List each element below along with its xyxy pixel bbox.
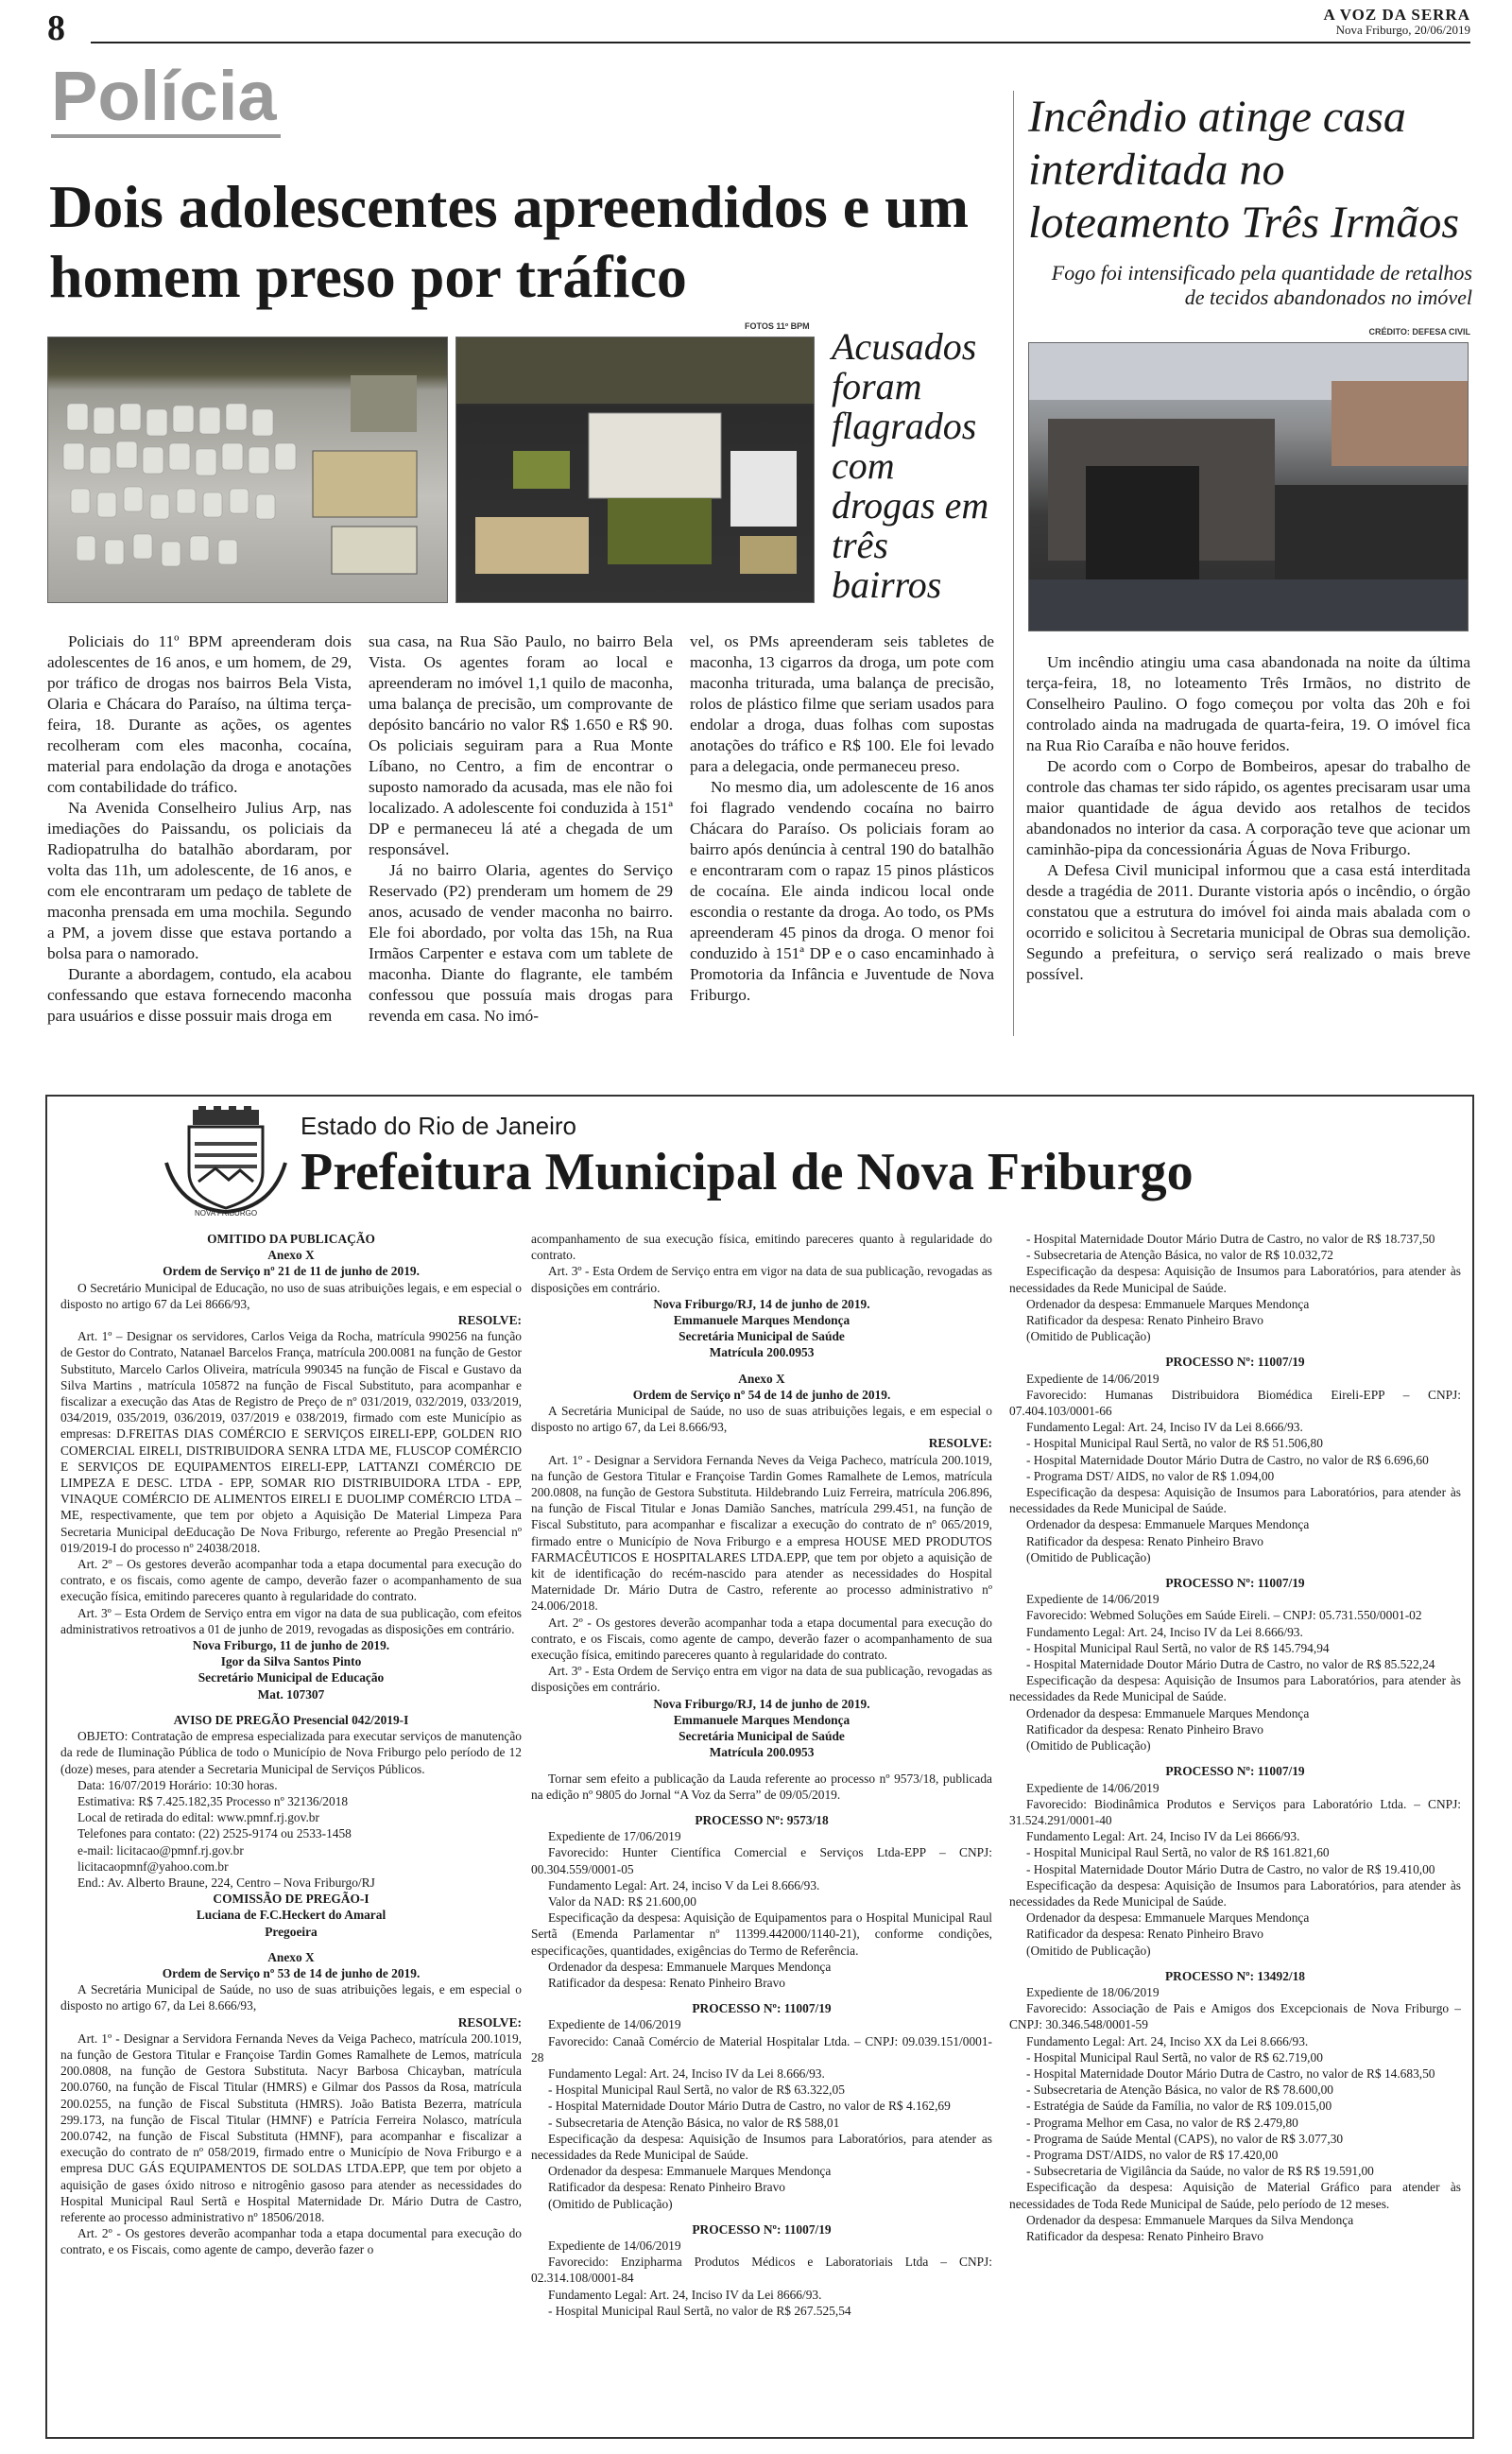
notice-heading: Ordem de Serviço nº 53 de 14 de junho de 2019. <box>162 1965 421 1980</box>
notice-text: A Secretária Municipal de Saúde, no uso de suas atribuições legais, e em especial o disposto no artigo 67, da Lei 8.666/93, <box>531 1404 992 1435</box>
notice-text: - Hospital Municipal Raul Sertã, no valor de R$ 145.794,94 <box>1026 1640 1330 1655</box>
notice-text: Favorecido: Biodinâmica Produtos e Serviços para Laboratório Ltda. – CNPJ: 31.524.291/0001-40 <box>1009 1796 1461 1827</box>
notice-text: - Subsecretaria de Atenção Básica, no valor de R$ 10.032,72 <box>1026 1248 1333 1263</box>
notice-text: Valor da NAD: R$ 21.600,00 <box>548 1893 696 1909</box>
notice-text: Expediente de 17/06/2019 <box>548 1829 681 1844</box>
main-headline: Dois adolescentes apreendidos e um homem preso por tráfico <box>49 173 970 310</box>
notice-heading: AVISO DE PREGÃO Presencial 042/2019-I <box>173 1712 409 1727</box>
masthead <box>1323 8 1470 38</box>
spacer <box>531 1803 992 1812</box>
header-rule <box>91 42 1470 43</box>
notice-text: Favorecido: Hunter Científica Comercial e Serviços Ltda-EPP – CNPJ: 00.304.559/0001-05 <box>531 1845 992 1876</box>
notice-text: Art. 2º - Os gestores deverão acompanhar toda a etapa documental para execução do contrato, e os Fiscais, como agente de campo, deverão fazer o <box>60 2226 522 2257</box>
notice-resolve: RESOLVE: <box>457 2014 522 2030</box>
notice-heading: Anexo X <box>267 1949 315 1964</box>
notice-heading: Anexo X <box>738 1371 785 1386</box>
notice-text: Especificação da despesa: Aquisição de Insumos para Laboratórios, para atender às necessidades da Rede Municipal de Saúde. <box>1009 1264 1461 1295</box>
notice-text: - Programa Melhor em Casa, no valor de R$ 2.479,80 <box>1026 2115 1298 2130</box>
notice-text: Favorecido: Humanas Distribuidora Biomédica Eireli-EPP – CNPJ: 07.404.103/0001-66 <box>1009 1387 1461 1419</box>
notice-text: Especificação da despesa: Aquisição de Equipamentos para o Hospital Municipal Raul Sertã (Emenda Parlamentar nº 11399.442000/1140-21), conforme condições, especificações, quantidades, exigências do Termo de Referência. <box>531 1910 992 1958</box>
notice-text: Ratificador da despesa: Renato Pinheiro Bravo <box>1026 2228 1264 2243</box>
notice-text: acompanhamento de sua execução física, emitindo pareceres quanto à regularidade do contrato. <box>531 1232 992 1263</box>
notice-text: - Hospital Municipal Raul Sertã, no valor de R$ 62.719,00 <box>1026 2049 1323 2065</box>
notice-text: - Hospital Municipal Raul Sertã, no valor de R$ 51.506,80 <box>1026 1436 1323 1451</box>
notice-text: Especificação da despesa: Aquisição de Insumos para Laboratórios, para atender às necessidades da Rede Municipal de Saúde. <box>1009 1673 1461 1704</box>
paragraph: Um incêndio atingiu uma casa abandonada na noite da última terça-feira, 18, no loteamento Três Irmãos, no distrito de Conselheiro Paulino. O fogo começou por volta das 20h e foi controlado ainda na madrugada de quarta-feira, 19. O imóvel fica na Rua Rio Caraíba e não houve feridos. <box>1026 653 1470 754</box>
legal-col2 <box>531 1231 992 2319</box>
notice-text: Favorecido: Webmed Soluções em Saúde Eireli. – CNPJ: 05.731.550/0001-02 <box>1026 1608 1422 1623</box>
side-subhead: Fogo foi intensificado pela quantidade de retalhos de tecidos abandonados no imóvel <box>1051 261 1472 309</box>
notice-text: - Programa de Saúde Mental (CAPS), no valor de R$ 3.077,30 <box>1026 2131 1344 2146</box>
notice-text: Especificação da despesa: Aquisição de Insumos para Laboratórios, para atender as necessidades da Rede Municipal de Saúde. <box>531 2131 992 2162</box>
notice-text: Especificação da despesa: Aquisição de Insumos para Laboratórios, para atender às necessidades da Rede Municipal de Saúde. <box>1009 1877 1461 1909</box>
notice-text: Art. 3º - Esta Ordem de Serviço entra em vigor na data de sua publicação, revogadas as disposições em contrário. <box>531 1264 992 1295</box>
notice-text: Ordenador da despesa: Emmanuele Marques Mendonça <box>1026 1705 1310 1720</box>
notice-text: Ratificador da despesa: Renato Pinheiro Bravo <box>1026 1927 1264 1942</box>
notice-text: - Hospital Municipal Raul Sertã, no valor de R$ 63.322,05 <box>548 2082 845 2098</box>
column-divider <box>1013 91 1014 1036</box>
notice-text: Fundamento Legal: Art. 24, Inciso IV da Lei 8666/93. <box>1026 1829 1300 1844</box>
notice-heading: PROCESSO Nº: 9573/18 <box>695 1812 829 1827</box>
notice-text: (Omitido de Publicação) <box>1026 1943 1151 1958</box>
notice-resolve: RESOLVE: <box>928 1436 992 1451</box>
notice-heading: Secretário Municipal de Educação <box>198 1670 385 1685</box>
spacer <box>531 1991 992 2000</box>
notice-text: e-mail: licitacao@pmnf.rj.gov.br <box>77 1842 244 1858</box>
main-story-col2 <box>369 631 673 1027</box>
notice-text: Expediente de 14/06/2019 <box>1026 1592 1160 1607</box>
notice-text: - Subsecretaria de Vigilância da Saúde, no valor de R$ R$ 19.591,00 <box>1026 2164 1374 2179</box>
main-story-col3 <box>690 631 994 1006</box>
notice-heading: Nova Friburgo, 11 de junho de 2019. <box>192 1638 390 1653</box>
paragraph: vel, os PMs apreenderam seis tabletes de maconha, 13 cigarros da droga, um pote com maconha triturada, uma balança de precisão, rolos de plástico filme que seriam usados para endolar a droga, duas folhas com supostas anotações do tráfico e R$ 100. Ele foi levado para a delegacia, onde permaneceu preso. <box>690 632 994 775</box>
notice-heading: Luciana de F.C.Heckert do Amaral <box>196 1908 387 1923</box>
legal-col3 <box>1009 1231 1461 2244</box>
notice-text: Art. 2º – Os gestores deverão acompanhar toda a etapa documental para execução do contrato, e os fiscais, como agente de campo, deverão fazer o acompanhamento de sua execução física, emitindo pareceres quanto à regularidade do contrato. <box>60 1557 522 1604</box>
notice-heading: PROCESSO Nº: 11007/19 <box>1165 1355 1305 1370</box>
paragraph: Na Avenida Conselheiro Julius Arp, nas imediações do Paissandu, os policiais da Radiopatrulha do batalhão abordaram, por volta das 11h, um adolescente, de 16 anos, e com ele encontraram um pedaço de tablete de maconha prensada em uma mochila. Segundo a PM, a jovem disse que estava portando a bolsa para o namorado. <box>47 799 352 962</box>
notice-heading: Mat. 107307 <box>257 1686 325 1702</box>
notice-text: Ratificador da despesa: Renato Pinheiro Bravo <box>1026 1313 1264 1328</box>
notice-text: - Hospital Maternidade Doutor Mário Dutra de Castro, no valor de R$ 18.737,50 <box>1026 1232 1435 1246</box>
crest-text: NOVA FRIBURGO <box>194 1209 258 1218</box>
city-crest-icon <box>161 1106 291 1218</box>
notice-text: Ordenador da despesa: Emmanuele Marques Mendonça <box>548 2164 832 2179</box>
spacer <box>1009 1754 1461 1763</box>
notice-text: Favorecido: Associação de Pais e Amigos dos Excepcionais de Nova Friburgo – CNPJ: 30.346.548/0001-59 <box>1009 2001 1461 2032</box>
notice-text: - Subsecretaria de Atenção Básica, no valor de R$ 78.600,00 <box>1026 2082 1333 2098</box>
notice-text: Expediente de 18/06/2019 <box>1026 1984 1160 1999</box>
notice-text: Fundamento Legal: Art. 24, Inciso IV da Lei 8666/93. <box>548 2287 822 2302</box>
notice-resolve: RESOLVE: <box>457 1313 522 1328</box>
section-title: Polícia <box>51 59 281 138</box>
notice-heading: PROCESSO Nº: 11007/19 <box>692 2221 832 2237</box>
paragraph: sua casa, na Rua São Paulo, no bairro Bela Vista. Os agentes foram ao local e apreenderam no imóvel 1,1 quilo de maconha, uma balança de precisão, um comprovante de depósito bancário no valor R$ 1.650 e R$ 90. Os policiais seguiram para a Rua Monte Líbano, no Centro, a fim de encontrar o suposto namorado da acusada, mas ele não foi localizado. A adolescente foi conduzida à 151ª DP e permaneceu lá até a chegada de um responsável. <box>369 632 673 858</box>
notice-heading: COMISSÃO DE PREGÃO-I <box>213 1892 369 1907</box>
notice-text: Art. 3º – Esta Ordem de Serviço entra em vigor na data de sua publicação, com efeitos administrativos retroativos a 01 de junho de 2019, revogadas as disposições em contrário. <box>60 1605 522 1636</box>
paragraph: Durante a abordagem, contudo, ela acabou confessando que estava fornecendo maconha para usuários e disse possuir mais droga em <box>47 965 352 1025</box>
drugs-photo-table <box>47 337 448 603</box>
notice-text: Art. 3º - Esta Ordem de Serviço entra em vigor na data de sua publicação, revogadas as disposições em contrário. <box>531 1664 992 1695</box>
fire-house-photo <box>1028 342 1469 631</box>
notice-text: A Secretária Municipal de Saúde, no uso de suas atribuições legais, e em especial o disposto no artigo 67, da Lei 8.666/93, <box>60 1982 522 2013</box>
notice-heading: Igor da Silva Santos Pinto <box>220 1654 362 1669</box>
notice-text: Local de retirada do edital: www.pmnf.rj.gov.br <box>77 1810 319 1825</box>
side-photo-credit: CRÉDITO: DEFESA CIVIL <box>1368 327 1470 337</box>
notice-text: Estimativa: R$ 7.425.182,35 Processo nº 32136/2018 <box>77 1793 349 1808</box>
legal-col1 <box>60 1231 522 2258</box>
notice-text: Art. 2º - Os gestores deverão acompanhar toda a etapa documental para execução do contrato, e os Fiscais, como agente de campo, deverão fazer o acompanhamento de sua execução física, emitindo pareceres quanto à regularidade do contrato. <box>531 1615 992 1663</box>
spacer <box>60 1702 522 1712</box>
spacer <box>531 1361 992 1371</box>
spacer <box>1009 1344 1461 1354</box>
spacer <box>531 1761 992 1771</box>
notice-text: Ordenador da despesa: Emmanuele Marques Mendonça <box>548 1959 832 1974</box>
paragraph: Já no bairro Olaria, agentes do Serviço Reservado (P2) prenderam um homem de 29 anos, acusado de vender maconha no bairro. Ele foi abordado, por volta das 15h, na Rua Irmãos Carpenter e estava com um tablete de maconha. Diante do flagrante, ele também confessou que possuía mais drogas para revenda em casa. No imó- <box>369 861 673 1025</box>
notice-heading: Matrícula 200.0953 <box>709 1745 815 1760</box>
side-story-body <box>1026 652 1470 985</box>
notice-heading: PROCESSO Nº: 11007/19 <box>1165 1576 1305 1591</box>
notice-text: - Hospital Maternidade Doutor Mário Dutra de Castro, no valor de R$ 14.683,50 <box>1026 2065 1435 2081</box>
notice-text: Favorecido: Canaã Comércio de Material Hospitalar Ltda. – CNPJ: 09.039.151/0001-28 <box>531 2033 992 2065</box>
notice-text: (Omitido de Publicação) <box>1026 1549 1151 1564</box>
notice-text: - Hospital Maternidade Doutor Mário Dutra de Castro, no valor de R$ 85.522,24 <box>1026 1657 1435 1672</box>
notice-text: Ratificador da despesa: Renato Pinheiro Bravo <box>548 2180 786 2195</box>
notice-text: - Hospital Maternidade Doutor Mário Dutra de Castro, no valor de R$ 4.162,69 <box>548 2099 951 2114</box>
page-number: 8 <box>47 9 65 48</box>
notice-text: Fundamento Legal: Art. 24, Inciso IV da Lei 8.666/93. <box>548 2065 825 2081</box>
notice-text: Ratificador da despesa: Renato Pinheiro Bravo <box>1026 1721 1264 1737</box>
spacer <box>1009 1959 1461 1968</box>
notice-heading: Pregoeira <box>265 1924 318 1939</box>
notice-text: Art. 1º - Designar a Servidora Fernanda Neves da Veiga Pacheco, matrícula 200.1019, na função de Gestora Titular e Françoise Tardin Gomes Ramalhete de Lemos, matrícula 200.0808, na função de Gestora Substituta. Hildebrando Luiz Ferreira, matrícula 206.896, na função de Fiscal Titular e Jonas Damião Sanches, matrícula 299.451, na função de Fiscal Substituto, para acompanhar e fiscalizar a execução do contrato de nº 065/2019, firmado entre o Município de Nova Friburgo e a empresa HOUSE MED PRODUTOS FARMACÊUTICOS E HOSPITALARES LTDA.EPP, que tem por objeto a aquisição de kit de identificação do recém-nascido para atender as necessidades do Hospital Maternidade Dr. Mário Dutra de Castro, referente ao processo administrativo nº 24.006/2018. <box>531 1452 992 1614</box>
paragraph: Policiais do 11º BPM apreenderam dois adolescentes de 16 anos, e um homem, de 29, por tráfico de drogas nos bairros Bela Vista, Olaria e Chácara do Paraíso, na última terça-feira, 18. Durante as ações, os agentes recolheram com eles maconha, cocaína, material para endolação da droga e anotações com contabilidade do tráfico. <box>47 632 352 796</box>
notice-text: Expediente de 14/06/2019 <box>548 2238 681 2253</box>
notice-text: Ordenador da despesa: Emmanuele Marques Mendonça <box>1026 1910 1310 1926</box>
notice-text: Expediente de 14/06/2019 <box>1026 1371 1160 1386</box>
notice-text: (Omitido de Publicação) <box>548 2196 673 2211</box>
notice-heading: Secretária Municipal de Saúde <box>679 1329 845 1344</box>
notice-text: Expediente de 14/06/2019 <box>1026 1780 1160 1795</box>
notice-text: licitacaopmnf@yahoo.com.br <box>77 1858 229 1874</box>
notice-text: (Omitido de Publicação) <box>1026 1738 1151 1754</box>
notice-text: Telefones para contato: (22) 2525-9174 ou 2533-1458 <box>77 1826 352 1841</box>
notice-heading: PROCESSO Nº: 11007/19 <box>1165 1764 1305 1779</box>
notice-text: - Hospital Municipal Raul Sertã, no valor de R$ 161.821,60 <box>1026 1845 1330 1860</box>
notice-text: - Hospital Maternidade Doutor Mário Dutra de Castro, no valor de R$ 6.696,60 <box>1026 1452 1429 1467</box>
spacer <box>60 1940 522 1949</box>
notice-heading: PROCESSO Nº: 13492/18 <box>1164 1968 1305 1983</box>
drugs-photo-seized <box>455 337 815 603</box>
notice-text: - Estratégia de Saúde da Família, no valor de R$ 109.015,00 <box>1026 2099 1332 2114</box>
notice-text: - Programa DST/ AIDS, no valor de R$ 1.094,00 <box>1026 1468 1275 1483</box>
legal-state: Estado do Rio de Janeiro <box>301 1112 576 1140</box>
notice-text: O Secretário Municipal de Educação, no uso de suas atribuições legais, e em especial o disposto no artigo 67 da Lei 8666/93, <box>60 1280 522 1311</box>
masthead-dateline: Nova Friburgo, 20/06/2019 <box>1335 23 1470 37</box>
notice-heading: PROCESSO Nº: 11007/19 <box>692 2001 832 2016</box>
notice-text: - Programa DST/AIDS, no valor de R$ 17.420,00 <box>1026 2147 1279 2162</box>
notice-text: Data: 16/07/2019 Horário: 10:30 horas. <box>77 1777 278 1792</box>
notice-heading: OMITIDO DA PUBLICAÇÃO <box>207 1232 375 1246</box>
notice-text: Tornar sem efeito a publicação da Lauda referente ao processo nº 9573/18, publicada na edição nº 9805 do Jornal “A Voz da Serra” de 09/05/2019. <box>531 1771 992 1802</box>
notice-heading: Nova Friburgo/RJ, 14 de junho de 2019. <box>653 1696 870 1711</box>
notice-text: OBJETO: Contratação de empresa especializada para executar serviços de manutenção da rede de Iluminação Pública de todo o Município de Nova Friburgo pelo período de 12 (doze) meses, para atender a Secretaria Municipal de Serviços Públicos. <box>60 1729 522 1776</box>
notice-text: - Subsecretaria de Atenção Básica, no valor de R$ 588,01 <box>548 2115 840 2130</box>
notice-text: Favorecido: Enzipharma Produtos Médicos e Laboratoriais Ltda – CNPJ: 02.314.108/0001-84 <box>531 2255 992 2286</box>
main-subhead: Acusados foram flagrados com drogas em três bairros <box>832 325 989 606</box>
main-story-col1 <box>47 631 352 1027</box>
paragraph: No mesmo dia, um adolescente de 16 anos foi flagrado vendendo cocaína no bairro Chácara do Paraíso. Os policiais foram ao bairro após denúncia à central 190 do batalhão e encontraram com o rapaz 15 pinos plásticos de cocaína. Ele ainda indicou local onde escondia o restante da droga. Ao todo, os PMs apreenderam 45 pinos da droga. O menor foi conduzido à 151ª DP e o caso encaminhado à Promotoria da Infância e Juventude de Nova Friburgo. <box>690 778 994 1004</box>
notice-heading: Anexo X <box>267 1248 315 1263</box>
notice-text: Ordenador da despesa: Emmanuele Marques Mendonça <box>1026 1517 1310 1532</box>
notice-text: (Omitido de Publicação) <box>1026 1329 1151 1344</box>
notice-heading: Ordem de Serviço nº 54 de 14 de junho de 2019. <box>632 1387 891 1402</box>
notice-heading: Ordem de Serviço nº 21 de 11 de junho de 2019. <box>163 1264 420 1279</box>
notice-text: Especificação da despesa: Aquisição de Insumos para Laboratórios, para atender às necessidades da Rede Municipal de Saúde. <box>1009 1485 1461 1516</box>
notice-text: - Hospital Municipal Raul Sertã, no valor de R$ 267.525,54 <box>548 2303 851 2318</box>
spacer <box>1009 1565 1461 1575</box>
spacer <box>531 2212 992 2221</box>
notice-text: Ordenador da despesa: Emmanuele Marques da Silva Mendonça <box>1026 2212 1354 2227</box>
notice-text: Ratificador da despesa: Renato Pinheiro Bravo <box>548 1975 786 1990</box>
notice-text: Fundamento Legal: Art. 24, Inciso IV da Lei 8.666/93. <box>1026 1624 1303 1639</box>
notice-text: Fundamento Legal: Art. 24, inciso V da Lei 8.666/93. <box>548 1877 820 1892</box>
notice-text: Art. 1º – Designar os servidores, Carlos Veiga da Rocha, matrícula 990256 na função de Gestor do Contrato, Natanael Barcelos França, matrícula 200.0081 na função de Gestor Substituto, Marcelo Carlos Oliveira, matrícula 990345 na função de Fiscal e Gustavo da Silva Martins , matrícula 105872 na função de Fiscal Substituto, para acompanhar e fiscalizar a execução das Atas de Registro de Preço de nº 031/2019, 032/2019, 033/2019, 034/2019, 035/2019, 036/2019, 037/2019 e 038/2019, firmado com este Município as empresas: D.FREITAS DIAS COMÉRCIO E SERVIÇOS EIRELI-EPP, GOLDEN RIO COMERCIAL EIRELI, DISTRIBUIDORA SENRA LTDA ME, FLUSCOP COMÉRCIO E SERVIÇOS DE EQUIPAMENTOS EIRELI-EPP, LATTANZI COMÉRCIO DE LIMPEZA E DESC. LTDA - EPP, SOMAR RIO DISTRIBUIDORA LTDA - EPP, VINAQUE COMÉRCIO DE ALIMENTOS EIRELI E DUOLIMP COMÉRCIO LTDA – ME, respectivamente, que tem por objeto a Aquisição De Material Limpeza Para Secretaria Municipal deEducação De Nova Friburgo, referente ao Pregão Presencial nº 019/2019-I do processo nº 24038/2018. <box>60 1329 522 1555</box>
side-headline: Incêndio atinge casa interditada no loteamento Três Irmãos <box>1028 92 1459 248</box>
notice-text: Expediente de 14/06/2019 <box>548 2017 681 2032</box>
notice-text: Ordenador da despesa: Emmanuele Marques Mendonça <box>1026 1296 1310 1311</box>
notice-text: Ratificador da despesa: Renato Pinheiro Bravo <box>1026 1533 1264 1548</box>
notice-heading: Emmanuele Marques Mendonça <box>673 1712 850 1727</box>
masthead-name: A VOZ DA SERRA <box>1323 6 1470 24</box>
notice-heading: Secretária Municipal de Saúde <box>679 1729 845 1744</box>
legal-title: Prefeitura Municipal de Nova Friburgo <box>301 1143 1194 1201</box>
notice-text: Art. 1º - Designar a Servidora Fernanda Neves da Veiga Pacheco, matrícula 200.1019, na função de Gestora Titular e Françoise Tardin Gomes Ramalhete de Lemos, matrícula 200.0808, na função de Gestora Substituta. Nacyr Barbosa Chicayban, matrícula 200.0760, na função de Fiscal Titular (HMRS) e Gilmar dos Passos da Rosa, matrícula 200.0255, na função de Fiscal Substituta (HMRS). João Batista Bezerra, matrícula 299.173, na função de Fiscal Titular (HMNF) e Patrícia Ferreira Nolasco, matrícula 200.0742, na função de Fiscal Substituta (HMNF), para acompanhar e fiscalizar a execução do contrato de nº 058/2019, firmado entre o Município de Nova Friburgo e a empresa DUC GÁS EQUIPAMENTOS DE SOLDAS LTDA.EPP, que tem por objeto a aquisição de gases óxido nitroso e nitrogênio gasoso para atender as necessidades do Hospital Municipal Raul Sertã e Hospital Maternidade Dr. Mário Dutra de Castro, referente ao processo administrativo nº 18506/2018. <box>60 2031 522 2224</box>
paragraph: De acordo com o Corpo de Bombeiros, apesar do trabalho de controle das chamas ter sido rápido, os agentes precisaram usar uma maior quantidade de água devido aos retalhos de tecidos abandonados no interior da casa. A corporação teve que acionar um caminhão-pipa da concessionária Águas de Nova Friburgo. <box>1026 757 1470 858</box>
notice-heading: Matrícula 200.0953 <box>709 1345 815 1360</box>
notice-heading: Nova Friburgo/RJ, 14 de junho de 2019. <box>653 1296 870 1311</box>
notice-text: - Hospital Maternidade Doutor Mário Dutra de Castro, no valor de R$ 19.410,00 <box>1026 1861 1435 1876</box>
notice-text: Fundamento Legal: Art. 24, Inciso IV da Lei 8.666/93. <box>1026 1420 1303 1435</box>
notice-text: End.: Av. Alberto Braune, 224, Centro – Nova Friburgo/RJ <box>77 1875 375 1890</box>
photo-credit: FOTOS 11º BPM <box>745 321 810 331</box>
notice-heading: Emmanuele Marques Mendonça <box>673 1313 850 1328</box>
paragraph: A Defesa Civil municipal informou que a casa está interditada desde a tragédia de 2011. Durante vistoria após o incêndio, o órgão constatou que a estrutura do imóvel foi ainda mais abalada com o ocorrido e solicitou à Secretaria municipal de Obras sua demolição. Segundo a prefeitura, o serviço será realizado o mais breve possível. <box>1026 861 1470 983</box>
notice-text: Especificação da despesa: Aquisição de Material Gráfico para atender às necessidades de Toda Rede Municipal de Saúde, pelo período de 12 meses. <box>1009 2180 1461 2211</box>
notice-text: Fundamento Legal: Art. 24, Inciso XX da Lei 8.666/93. <box>1026 2033 1309 2048</box>
